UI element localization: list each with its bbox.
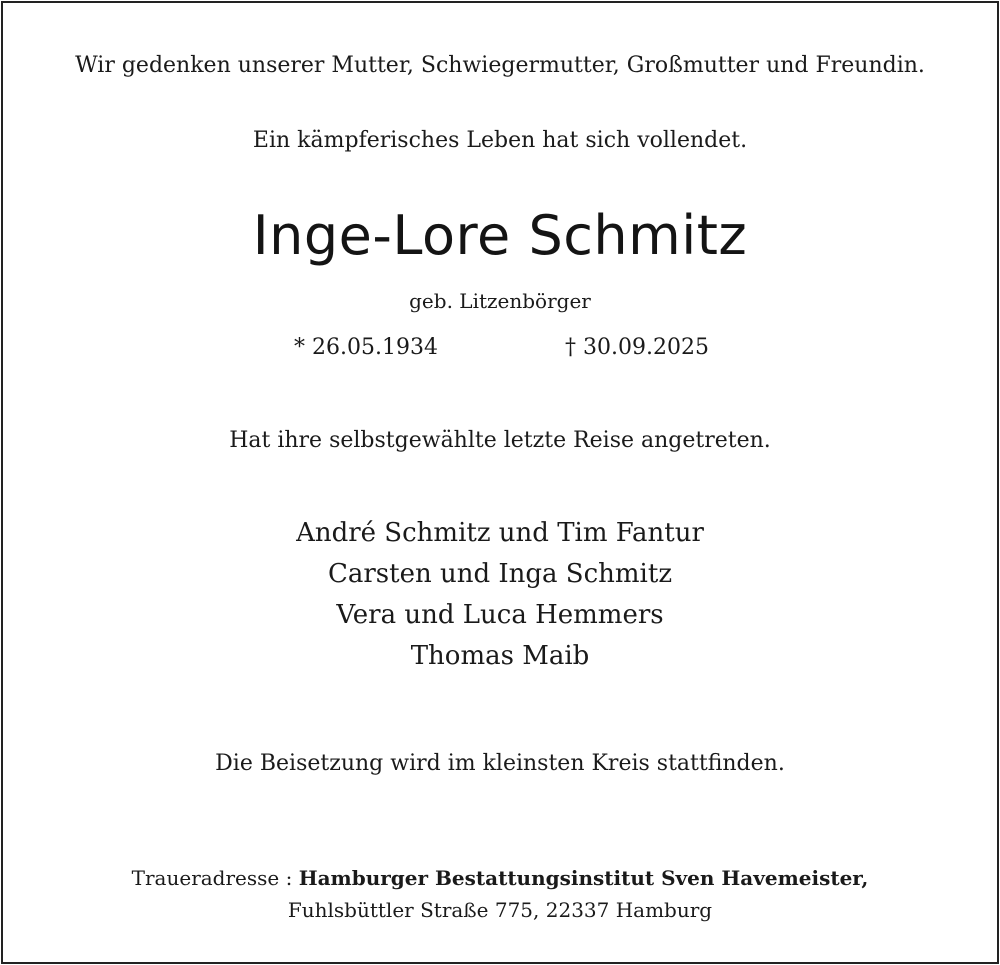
intro-text: Wir gedenken unserer Mutter, Schwiegermutter, Großmutter und Freundin.: [75, 53, 925, 78]
address-label: Traueradresse :: [131, 866, 299, 890]
deceased-name: Inge-Lore Schmitz: [252, 204, 748, 267]
death-date: † 30.09.2025: [565, 335, 709, 360]
mourning-address: [0, 863, 1000, 893]
mourner-line: André Schmitz und Tim Fantur: [296, 518, 704, 548]
mourner-line: Carsten und Inga Schmitz: [327, 559, 673, 589]
address-street: Fuhlsbüttler Straße 775, 22337 Hamburg: [287, 898, 713, 922]
burial-text: Die Beisetzung wird im kleinsten Kreis stattfinden.: [215, 751, 785, 776]
birth-date: * 26.05.1934: [294, 335, 438, 360]
life-dates: [0, 331, 1000, 365]
journey-text: Hat ihre selbstgewählte letzte Reise angetreten.: [229, 428, 771, 453]
address-name: Hamburger Bestattungsinstitut Sven Havemeister,: [298, 866, 869, 890]
maiden-name: geb. Litzenbörger: [409, 289, 591, 313]
mourner-line: Vera und Luca Hemmers: [336, 600, 664, 630]
mourner-line: Thomas Maib: [410, 641, 590, 671]
motto-text: Ein kämpferisches Leben hat sich vollendet.: [252, 128, 748, 153]
mourners-list: [0, 513, 1000, 677]
